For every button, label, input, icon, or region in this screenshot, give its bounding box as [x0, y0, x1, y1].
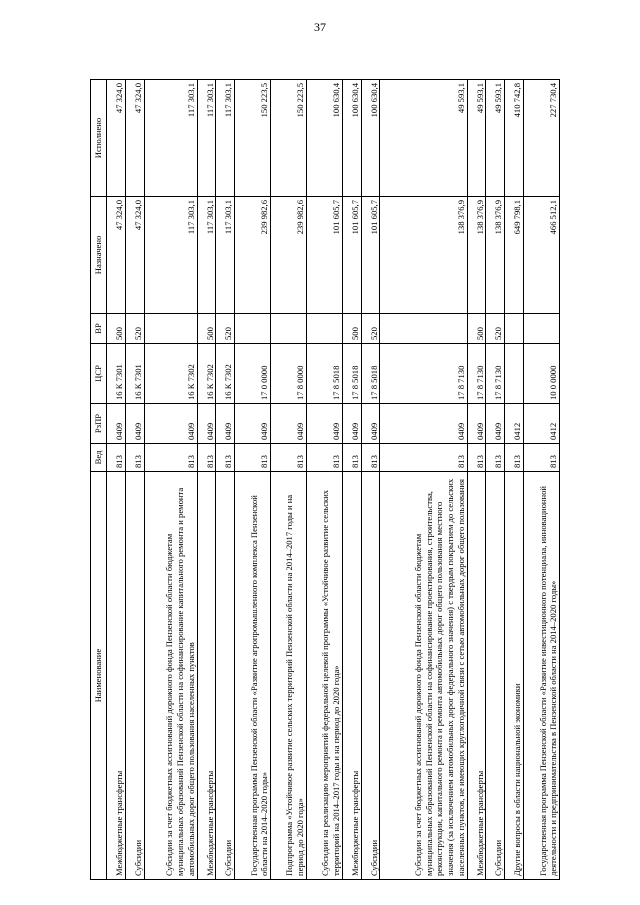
cell-csr: 17 8 0000: [270, 344, 306, 404]
cell-vr: 500: [342, 314, 361, 344]
table-row: [235, 80, 271, 880]
table-row: [107, 80, 126, 880]
cell-name: Субсидии: [486, 472, 505, 880]
table-row: [505, 80, 524, 880]
cell-executed: 100 630,4: [306, 80, 342, 197]
cell-assigned: 138 376,9: [380, 197, 467, 314]
table-row: [197, 80, 216, 880]
cell-rzpr: 0409: [306, 404, 342, 444]
cell-csr: 16 К 7302: [144, 344, 197, 404]
cell-rzpr: 0409: [380, 404, 467, 444]
budget-table: [90, 79, 560, 880]
cell-name: Субсидии на реализацию мероприятий федеральной целевой программы «Устойчивое развитие сельских территорий на 2014–2017 годы и на период до 2020 года»: [306, 472, 342, 880]
cell-rzpr: 0409: [486, 404, 505, 444]
cell-ved: 813: [505, 444, 524, 472]
cell-name: Субсидии: [125, 472, 144, 880]
header-ved: Вед: [91, 444, 107, 472]
cell-vr: 500: [197, 314, 216, 344]
cell-vr: 520: [216, 314, 235, 344]
cell-vr: [144, 314, 197, 344]
cell-name: Межбюджетные трансферты: [467, 472, 486, 880]
cell-rzpr: 0409: [107, 404, 126, 444]
cell-executed: 49 593,1: [486, 80, 505, 197]
table-row: [523, 80, 559, 880]
cell-name: Субсидии за счет бюджетных ассигнований дорожного фонда Пензенской области бюджетам муниципальных образований Пензенской области на софинансирование проектирования, строительства, реконструкции, капитального ремонта и ремонта автомобильных дорог общего пользования местного значения (за исключением автомобильных дорог федерального значения) с твердым покрытием до сельских населенных пунктов, не имеющих круглогодичной связи с сетью автомобильных дорог общего пользования: [380, 472, 467, 880]
table-row: [380, 80, 467, 880]
cell-executed: 117 303,1: [197, 80, 216, 197]
header-name: Наименование: [91, 472, 107, 880]
cell-vr: [523, 314, 559, 344]
cell-ved: 813: [235, 444, 271, 472]
cell-ved: 813: [486, 444, 505, 472]
cell-csr: 17 8 7130: [486, 344, 505, 404]
header-vr: ВР: [91, 314, 107, 344]
cell-csr: [505, 344, 524, 404]
cell-name: Межбюджетные трансферты: [107, 472, 126, 880]
cell-executed: 49 593,1: [380, 80, 467, 197]
cell-assigned: 47 324,0: [125, 197, 144, 314]
cell-executed: 100 630,4: [342, 80, 361, 197]
table-row: [125, 80, 144, 880]
cell-executed: 47 324,0: [125, 80, 144, 197]
cell-csr: 16 К 7302: [216, 344, 235, 404]
cell-vr: [306, 314, 342, 344]
cell-rzpr: 0409: [342, 404, 361, 444]
cell-assigned: 117 303,1: [144, 197, 197, 314]
cell-rzpr: 0409: [235, 404, 271, 444]
cell-rzpr: 0412: [505, 404, 524, 444]
cell-rzpr: 0409: [125, 404, 144, 444]
cell-executed: 117 303,1: [144, 80, 197, 197]
cell-csr: 17 8 5018: [342, 344, 361, 404]
cell-vr: [505, 314, 524, 344]
cell-csr: 17 8 5018: [306, 344, 342, 404]
table-row: [467, 80, 486, 880]
cell-rzpr: 0412: [523, 404, 559, 444]
cell-assigned: 117 303,1: [216, 197, 235, 314]
cell-rzpr: 0409: [216, 404, 235, 444]
cell-ved: 813: [342, 444, 361, 472]
cell-executed: 150 223,5: [235, 80, 271, 197]
cell-name: Межбюджетные трансферты: [197, 472, 216, 880]
cell-name: Субсидии: [216, 472, 235, 880]
cell-ved: 813: [125, 444, 144, 472]
cell-name: Подпрограмма «Устойчивое развитие сельских территорий Пензенской области на 2014–2017 годы и на период до 2020 года»: [270, 472, 306, 880]
cell-ved: 813: [107, 444, 126, 472]
cell-assigned: 138 376,9: [486, 197, 505, 314]
cell-rzpr: 0409: [361, 404, 380, 444]
cell-ved: 813: [270, 444, 306, 472]
cell-rzpr: 0409: [467, 404, 486, 444]
cell-vr: [235, 314, 271, 344]
cell-ved: 813: [380, 444, 467, 472]
cell-executed: 410 742,8: [505, 80, 524, 197]
cell-csr: 17 8 7130: [380, 344, 467, 404]
cell-csr: 16 К 7301: [107, 344, 126, 404]
cell-csr: 10 0 0000: [523, 344, 559, 404]
cell-executed: 150 223,5: [270, 80, 306, 197]
cell-csr: 17 8 7130: [467, 344, 486, 404]
cell-csr: 17 0 0000: [235, 344, 271, 404]
cell-ved: 813: [144, 444, 197, 472]
cell-ved: 813: [361, 444, 380, 472]
table-row: [306, 80, 342, 880]
cell-name: Субсидии: [361, 472, 380, 880]
table-row: [361, 80, 380, 880]
cell-assigned: 47 324,0: [107, 197, 126, 314]
cell-ved: 813: [467, 444, 486, 472]
cell-vr: [270, 314, 306, 344]
cell-vr: 520: [125, 314, 144, 344]
cell-csr: 16 К 7301: [125, 344, 144, 404]
cell-vr: 520: [486, 314, 505, 344]
table-row: [486, 80, 505, 880]
cell-ved: 813: [197, 444, 216, 472]
cell-csr: 17 8 5018: [361, 344, 380, 404]
cell-name: Межбюджетные трансферты: [342, 472, 361, 880]
cell-assigned: 239 982,6: [235, 197, 271, 314]
cell-rzpr: 0409: [270, 404, 306, 444]
cell-assigned: 117 303,1: [197, 197, 216, 314]
cell-name: Государственная программа Пензенской области «Развитие инвестиционного потенциала, инновационной деятельности и предпринимательства в Пензенской области на 2014–2020 годы»: [523, 472, 559, 880]
cell-assigned: 466 512,1: [523, 197, 559, 314]
cell-assigned: 138 376,9: [467, 197, 486, 314]
cell-ved: 813: [306, 444, 342, 472]
cell-rzpr: 0409: [197, 404, 216, 444]
cell-assigned: 239 982,6: [270, 197, 306, 314]
cell-vr: 520: [361, 314, 380, 344]
table-row: [144, 80, 197, 880]
cell-rzpr: 0409: [144, 404, 197, 444]
cell-ved: 813: [216, 444, 235, 472]
cell-csr: 16 К 7302: [197, 344, 216, 404]
cell-assigned: 101 605,7: [306, 197, 342, 314]
table-row: [216, 80, 235, 880]
table-header-row: [91, 80, 107, 880]
cell-executed: 117 303,1: [216, 80, 235, 197]
table-body: [107, 80, 560, 880]
cell-vr: 500: [107, 314, 126, 344]
cell-name: Другие вопросы в области национальной экономики: [505, 472, 524, 880]
rotated-table-container: [90, 80, 560, 880]
header-executed: Исполнено: [91, 80, 107, 197]
header-rzpr: РзПР: [91, 404, 107, 444]
cell-name: Государственная программа Пензенской области «Развитие агропромышленного комплекса Пензенской области на 2014–2020 годы»: [235, 472, 271, 880]
cell-assigned: 649 798,1: [505, 197, 524, 314]
cell-vr: [380, 314, 467, 344]
cell-name: Субсидии за счет бюджетных ассигнований дорожного фонда Пензенской области бюджетам муниципальных образований Пензенской области на софинансирование капитального ремонта и ремонта автомобильных дорог общего пользования населенных пунктов: [144, 472, 197, 880]
cell-executed: 100 630,4: [361, 80, 380, 197]
page-number: 37: [314, 20, 326, 34]
cell-assigned: 101 605,7: [361, 197, 380, 314]
cell-executed: 47 324,0: [107, 80, 126, 197]
cell-executed: 49 593,1: [467, 80, 486, 197]
header-csr: ЦСР: [91, 344, 107, 404]
cell-assigned: 101 605,7: [342, 197, 361, 314]
cell-executed: 227 730,4: [523, 80, 559, 197]
cell-vr: 500: [467, 314, 486, 344]
cell-ved: 813: [523, 444, 559, 472]
table-row: [270, 80, 306, 880]
header-assigned: Назначено: [91, 197, 107, 314]
table-row: [342, 80, 361, 880]
